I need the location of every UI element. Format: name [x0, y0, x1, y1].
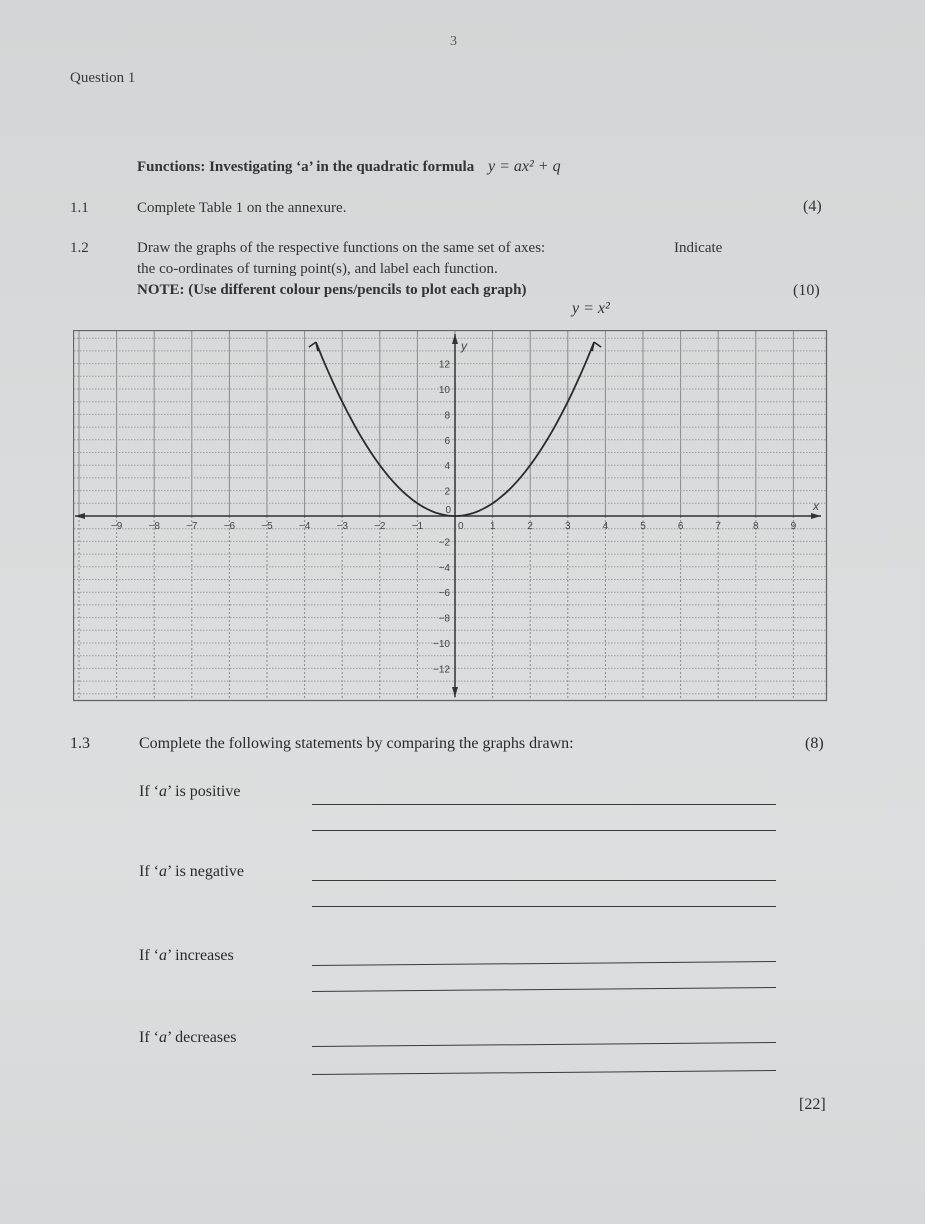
question-title: Question 1: [70, 70, 136, 86]
svg-text:−6: −6: [438, 588, 450, 600]
answer-line-decreases-1[interactable]: [312, 1042, 776, 1047]
item-1-1-text: Complete Table 1 on the annexure.: [137, 200, 347, 216]
subtitle-text: Functions: Investigating ‘a’ in the quadratic formula: [137, 159, 475, 175]
graph-function-label: y = x²: [572, 300, 610, 317]
answer-line-negative-2[interactable]: [312, 906, 776, 907]
item-1-2-note: NOTE: (Use different colour pens/pencils to plot each graph): [137, 282, 527, 298]
svg-text:−4: −4: [438, 562, 450, 574]
svg-text:−2: −2: [438, 537, 450, 549]
svg-text:9: 9: [790, 521, 797, 532]
item-1-2-text-line1: Draw the graphs of the respective functions on the same set of axes:: [137, 240, 546, 256]
statement-positive: If ‘a’ is positive: [139, 783, 241, 800]
total-marks: [22]: [799, 1096, 826, 1113]
svg-text:−6: −6: [223, 521, 236, 532]
answer-line-increases-2[interactable]: [312, 987, 776, 992]
svg-text:y: y: [461, 339, 467, 353]
item-1-2-text-extra: Indicate: [674, 240, 723, 256]
svg-text:10: 10: [438, 385, 450, 396]
answer-line-positive-2[interactable]: [312, 830, 776, 831]
item-1-2-number: 1.2: [70, 240, 89, 256]
svg-text:4: 4: [444, 461, 450, 473]
svg-text:−1: −1: [411, 521, 424, 532]
svg-text:2: 2: [527, 521, 533, 532]
svg-text:5: 5: [640, 521, 646, 532]
item-1-2-text-line2: the co-ordinates of turning point(s), and label each function.: [137, 261, 498, 277]
statement-increases: If ‘a’ increases: [139, 947, 234, 964]
answer-line-positive-1[interactable]: [312, 804, 776, 805]
subtitle-formula: y = ax² + q: [487, 158, 561, 175]
answer-line-increases-1[interactable]: [312, 961, 776, 966]
answer-line-decreases-2[interactable]: [312, 1070, 776, 1075]
section-subtitle: [137, 158, 561, 176]
item-1-1-number: 1.1: [70, 200, 89, 216]
item-1-3-text: Complete the following statements by comparing the graphs drawn:: [139, 735, 574, 752]
svg-text:0: 0: [445, 505, 451, 516]
svg-text:3: 3: [565, 521, 571, 532]
page-number: 3: [450, 34, 457, 49]
svg-text:−2: −2: [374, 521, 386, 532]
statement-decreases: If ‘a’ decreases: [139, 1029, 237, 1046]
svg-text:x: x: [813, 499, 819, 513]
svg-text:0: 0: [458, 521, 464, 532]
item-1-3-marks: (8): [805, 735, 824, 752]
item-1-3-number: 1.3: [70, 735, 90, 752]
statement-negative: If ‘a’ is negative: [139, 863, 244, 880]
svg-text:12: 12: [438, 359, 450, 371]
svg-text:−3: −3: [336, 521, 348, 532]
svg-text:8: 8: [444, 410, 450, 422]
svg-text:2: 2: [444, 486, 450, 498]
svg-text:−9: −9: [110, 521, 123, 532]
svg-text:−5: −5: [261, 521, 273, 532]
svg-text:−7: −7: [186, 521, 198, 532]
svg-text:6: 6: [444, 435, 450, 447]
svg-text:7: 7: [715, 521, 721, 532]
answer-line-negative-1[interactable]: [312, 880, 776, 881]
svg-text:8: 8: [753, 521, 759, 532]
svg-text:−10: −10: [433, 639, 450, 650]
quadratic-graph: [73, 330, 833, 702]
svg-text:−12: −12: [433, 664, 450, 676]
svg-text:4: 4: [602, 521, 609, 532]
svg-text:−8: −8: [148, 521, 160, 532]
svg-text:−8: −8: [438, 613, 450, 625]
item-1-2-marks: (10): [793, 282, 820, 299]
svg-text:1: 1: [489, 521, 496, 532]
svg-text:−4: −4: [298, 521, 311, 532]
svg-text:6: 6: [677, 521, 684, 532]
item-1-1-marks: (4): [803, 198, 822, 215]
